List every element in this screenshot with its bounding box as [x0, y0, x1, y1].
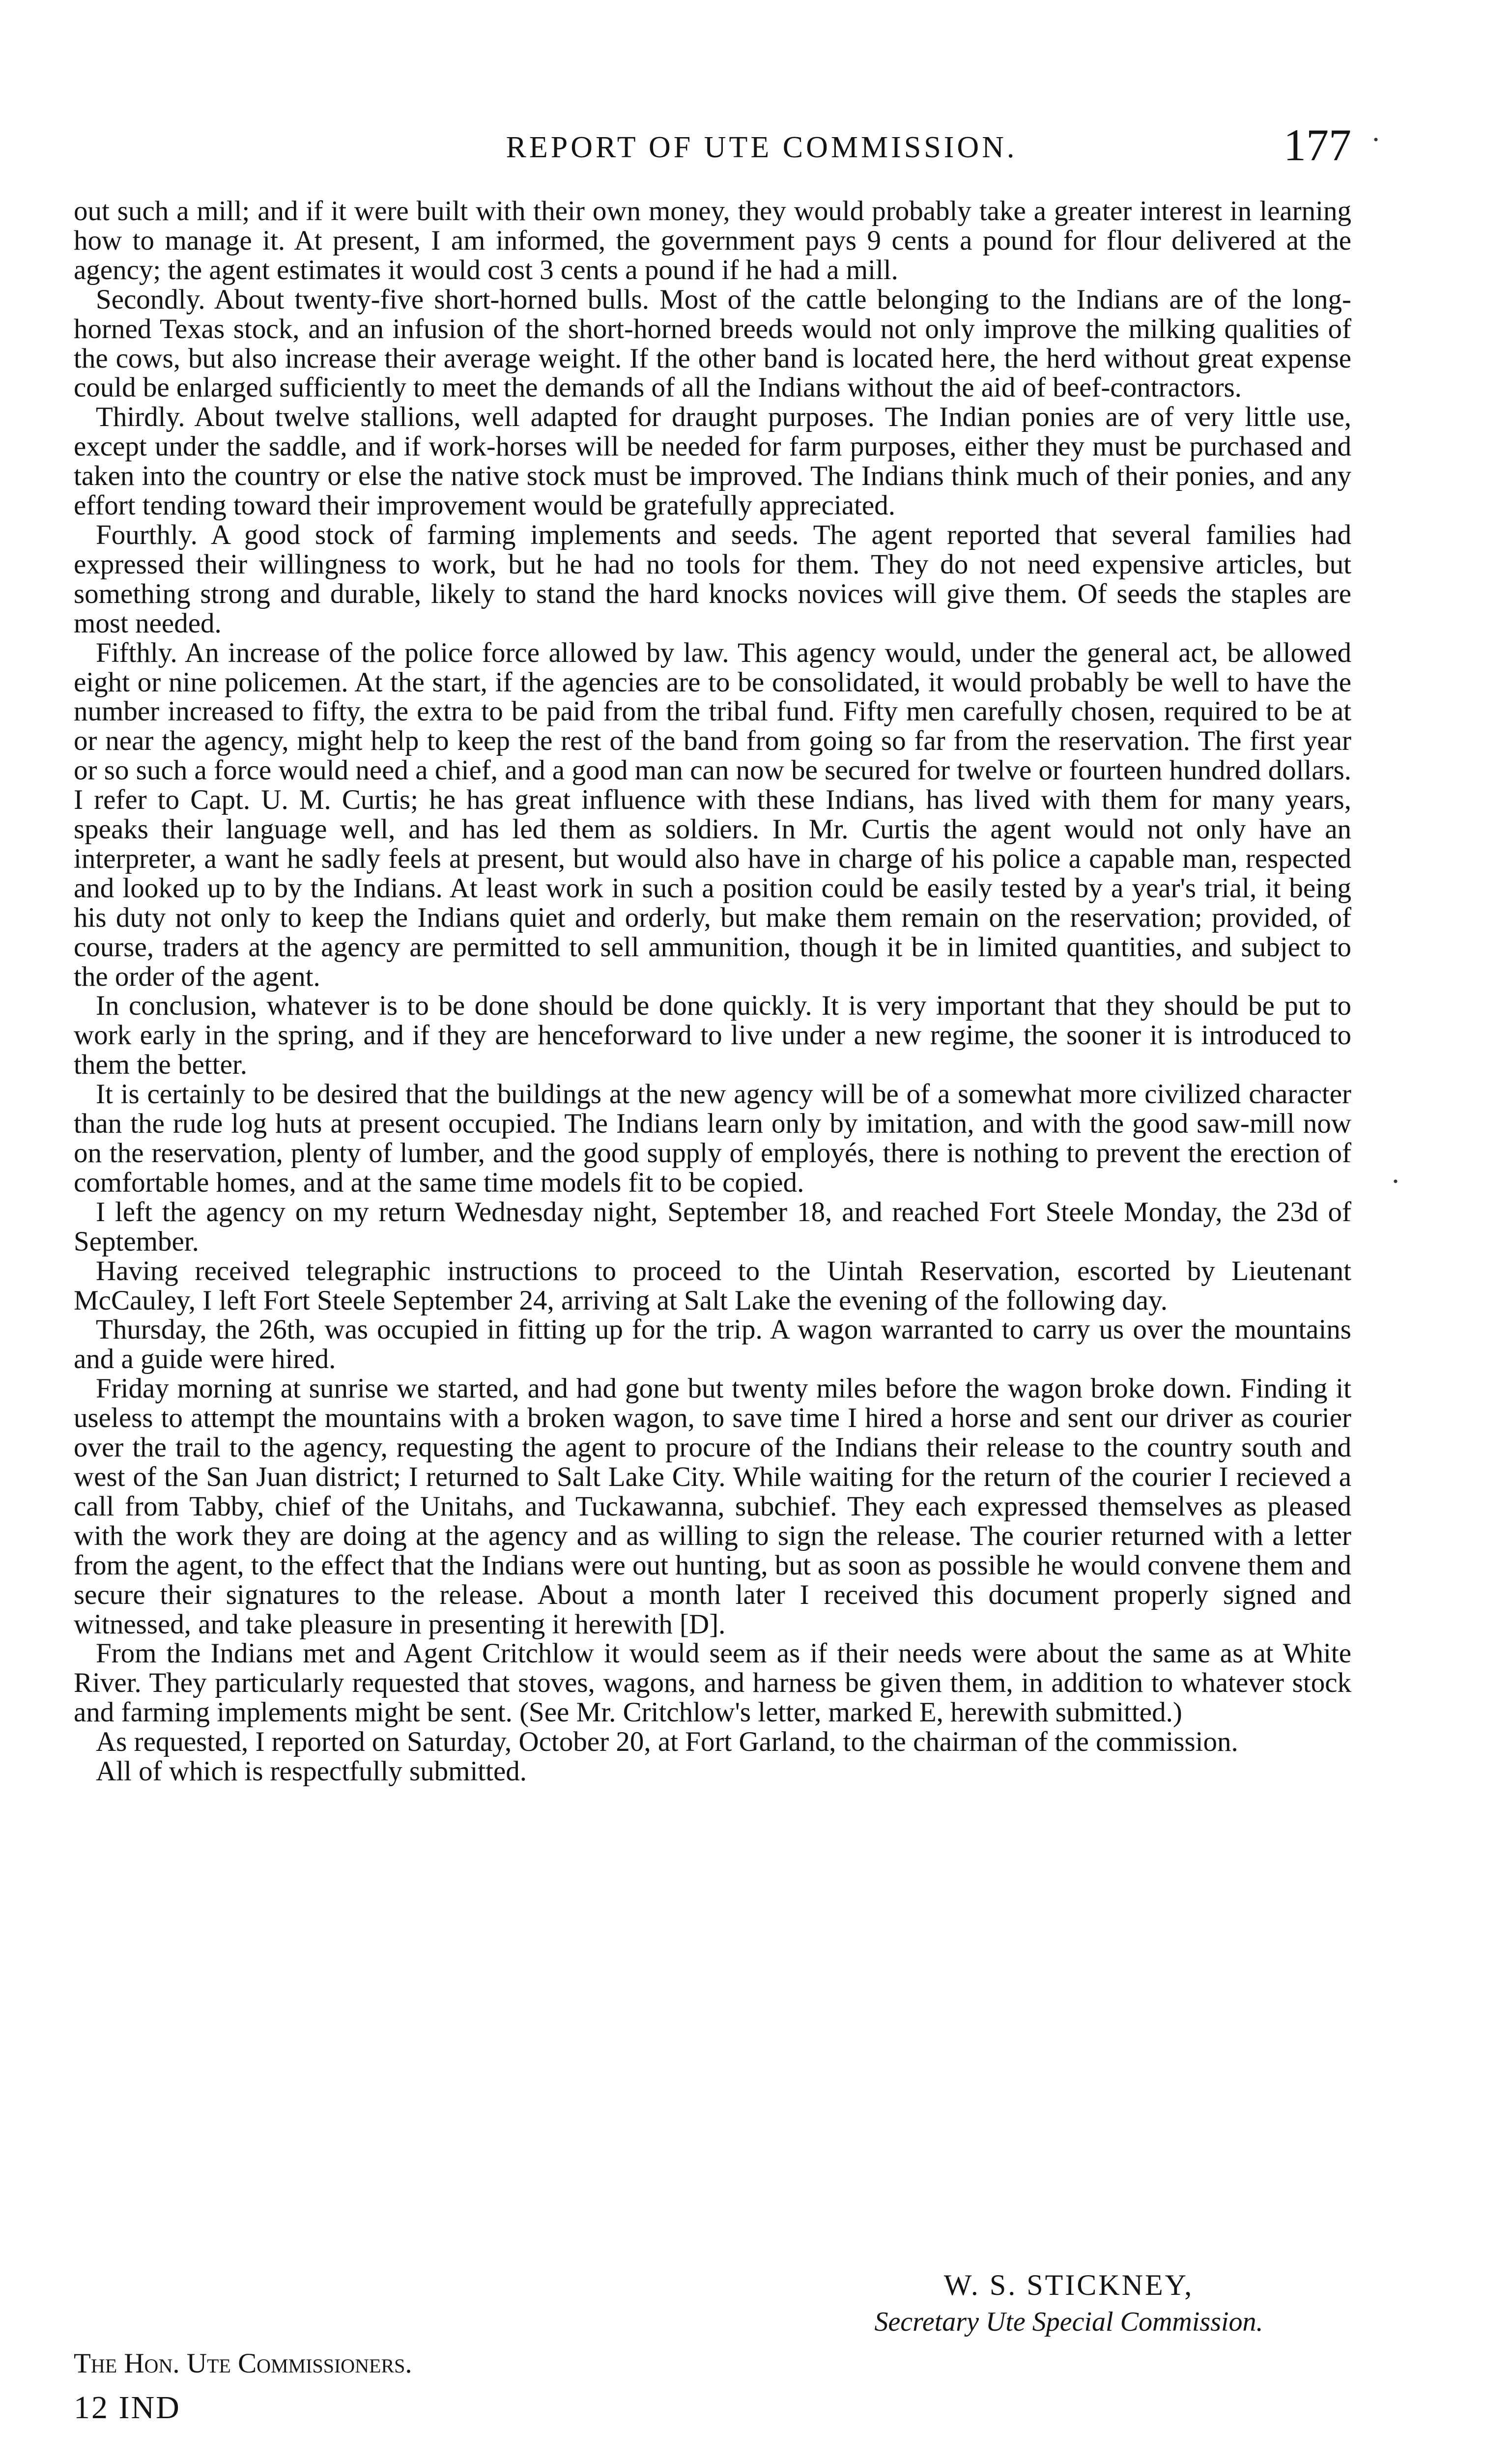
page-header [74, 120, 1351, 174]
paragraph: As requested, I reported on Saturday, October 20, at Fort Garland, to the chairman of the commission. [96, 1726, 1238, 1758]
paragraph: It is certainly to be desired that the buildings at the new agency will be of a somewhat more civilized character than the rude log huts at present occupied. The Indians learn only by imitation, and with the good saw-mill now on the reservation, plenty of lumber, and the good supply of employés, there is nothing to prevent the erection of comfortable homes, and at the same time models fit to be copied. [74, 1079, 1351, 1198]
signatory-title: Secretary Ute Special Commission. [874, 2307, 1263, 2337]
body-text [74, 197, 1351, 1786]
paragraph: Secondly. About twenty-five short-horned bulls. Most of the cattle belonging to the Indians are of the long-horned Texas stock, and an infusion of the short-horned breeds would not only improve the milking qualities of the cows, but also increase their average weight. If the other band is located here, the herd without great expense could be enlarged sufficiently to meet the demands of all the Indians without the aid of beef-contractors. [74, 284, 1351, 403]
paragraph: out such a mill; and if it were built with their own money, they would probably take a greater interest in learning how to manage it. At present, I am informed, the government pays 9 cents a pound for flour delivered at the agency; the agent estimates it would cost 3 cents a pound if he had a mill. [74, 196, 1351, 286]
paragraph: From the Indians met and Agent Critchlow it would seem as if their needs were about the same as at White River. They particularly requested that stoves, wagons, and harness be given them, in addition to whatever stock and farming implements might be sent. (See Mr. Critchlow's letter, marked E, herewith submitted.) [74, 1638, 1351, 1728]
paragraph: I left the agency on my return Wednesday night, September 18, and reached Fort Steele Monday, the 23d of September. [74, 1196, 1351, 1257]
paragraph: Thursday, the 26th, was occupied in fitting up for the trip. A wagon warranted to carry us over the mountains and a guide were hired. [74, 1314, 1351, 1375]
page-number: 177 [1284, 120, 1351, 170]
signature-block [786, 2265, 1351, 2339]
margin-mark: · [1371, 123, 1381, 156]
paragraph: Fourthly. A good stock of farming implements and seeds. The agent reported that several families had expressed their willingness to work, but he had no tools for them. They do not need expensive articles, but something strong and durable, likely to stand the hard knocks novices will give them. Of seeds the staples are most needed. [74, 519, 1351, 639]
running-title: REPORT OF UTE COMMISSION. [506, 131, 1018, 164]
printer-signature-mark: 12 IND [74, 2390, 181, 2426]
addressee: The Hon. Ute Commissioners. [74, 2348, 412, 2379]
paragraph: Friday morning at sunrise we started, and had gone but twenty miles before the wagon broke down. Finding it useless to attempt the mountains with a broken wagon, to save time I hired a horse and sent our driver as courier over the trail to the agency, requesting the agent to procure of the Indians their release to the country south and west of the San Juan district; I returned to Salt Lake City. While waiting for the return of the courier I recieved a call from Tabby, chief of the Unitahs, and Tuckawanna, subchief. They each expressed themselves as pleased with the work they are doing at the agency and as willing to sign the release. The courier returned with a letter from the agent, to the effect that the Indians were out hunting, but as soon as possible he would convene them and secure their signatures to the release. About a month later I received this document properly signed and witnessed, and take pleasure in presenting it herewith [D]. [74, 1373, 1351, 1640]
paragraph: Thirdly. About twelve stallions, well adapted for draught purposes. The Indian ponies are of very little use, except under the saddle, and if work-horses will be needed for farm purposes, either they must be purchased and taken into the country or else the native stock must be improved. The Indians think much of their ponies, and any effort tending toward their improvement would be gratefully appreciated. [74, 401, 1351, 521]
signatory-name: W. S. STICKNEY, [943, 2269, 1194, 2301]
paragraph: Having received telegraphic instructions to proceed to the Uintah Reservation, escorted by Lieutenant McCauley, I left Fort Steele September 24, arriving at Salt Lake the evening of the following day. [74, 1255, 1351, 1316]
paragraph: All of which is respectfully submitted. [96, 1756, 527, 1787]
margin-mark: · [1391, 1165, 1400, 1198]
paragraph: Fifthly. An increase of the police force allowed by law. This agency would, under the general act, be allowed eight or nine policemen. At the start, if the agencies are to be consolidated, it would probably be well to have the number increased to fifty, the extra to be paid from the tribal fund. Fifty men carefully chosen, required to be at or near the agency, might help to keep the rest of the band from going so far from the reservation. The first year or so such a force would need a chief, and a good man can now be secured for twelve or fourteen hundred dollars. I refer to Capt. U. M. Curtis; he has great influence with these Indians, has lived with them for many years, speaks their language well, and has led them as soldiers. In Mr. Curtis the agent would not only have an interpreter, a want he sadly feels at present, but would also have in charge of his police a capable man, respected and looked up to by the Indians. At least work in such a position could be easily tested by a year's trial, it being his duty not only to keep the Indians quiet and orderly, but make them remain on the reservation; provided, of course, traders at the agency are permitted to sell ammunition, though it be in limited quantities, and subject to the order of the agent. [74, 637, 1351, 992]
paragraph: In conclusion, whatever is to be done should be done quickly. It is very important that they should be put to work early in the spring, and if they are henceforward to live under a new regime, the sooner it is introduced to them the better. [74, 990, 1351, 1081]
